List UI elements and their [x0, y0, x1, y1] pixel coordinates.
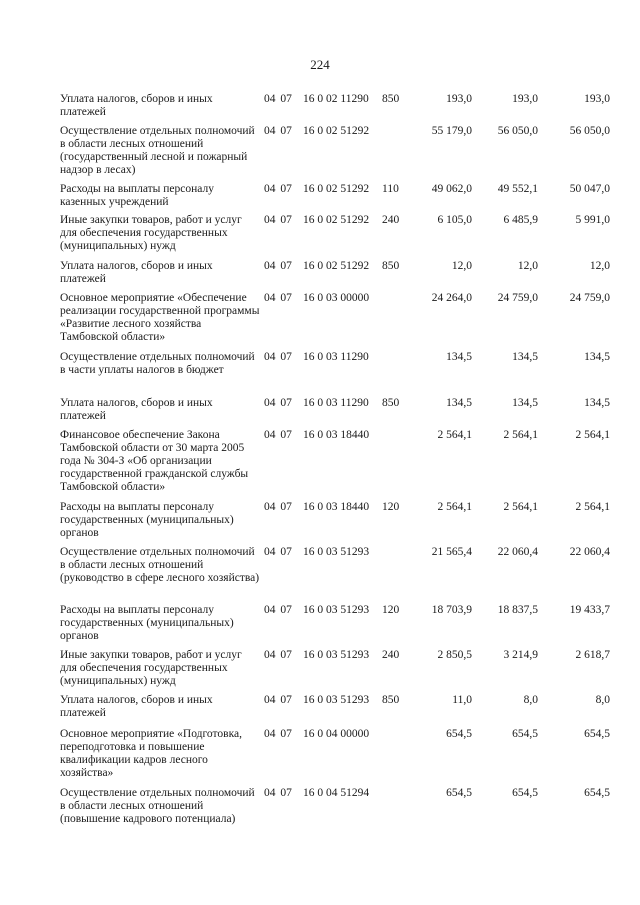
row-description: Осуществление отдельных полномочий в области лесных отношений (государственный лесной и пожарный надзор в лесах)	[60, 125, 255, 176]
row-description: Уплата налогов, сборов и иных платежей	[60, 694, 213, 719]
row-amount-1: 654,5	[446, 728, 472, 740]
row-amount-2: 8,0	[523, 694, 538, 706]
row-description: Иные закупки товаров, работ и услуг для обеспечения государственных (муниципальных) нужд	[60, 649, 242, 687]
row-expense-type: 120	[382, 604, 400, 616]
row-amount-1: 21 565,4	[431, 546, 472, 558]
row-amount-3: 654,5	[584, 728, 610, 740]
row-amount-1: 24 264,0	[431, 292, 472, 304]
row-amount-1: 49 062,0	[431, 183, 472, 195]
row-amount-3: 2 564,1	[575, 429, 610, 441]
row-expense-type: 850	[382, 694, 400, 706]
row-section-code: 04 07	[264, 214, 292, 226]
row-amount-2: 134,5	[512, 397, 538, 409]
row-description: Расходы на выплаты персоналу государственных (муниципальных) органов	[60, 604, 234, 642]
row-section-code: 04 07	[264, 649, 292, 661]
row-amount-2: 18 837,5	[497, 604, 538, 616]
row-description: Иные закупки товаров, работ и услуг для обеспечения государственных (муниципальных) нужд	[60, 214, 242, 252]
row-amount-2: 2 564,1	[503, 501, 538, 513]
row-expense-type: 850	[382, 260, 400, 272]
row-description: Основное мероприятие «Обеспечение реализации государственной программы «Развитие лесного хозяйства Тамбовской области»	[60, 292, 260, 343]
row-section-code: 04 07	[264, 728, 292, 740]
row-target-code: 16 0 03 51293	[303, 694, 370, 706]
row-target-code: 16 0 03 11290	[303, 351, 369, 363]
row-amount-1: 2 850,5	[437, 649, 472, 661]
row-description: Осуществление отдельных полномочий в области лесных отношений (руководство в сфере лесного хозяйства)	[60, 546, 260, 584]
row-amount-3: 5 991,0	[575, 214, 610, 226]
row-amount-2: 22 060,4	[497, 546, 538, 558]
row-target-code: 16 0 03 00000	[303, 292, 370, 304]
row-amount-2: 6 485,9	[503, 214, 538, 226]
row-section-code: 04 07	[264, 397, 292, 409]
row-amount-2: 3 214,9	[503, 649, 538, 661]
row-amount-1: 193,0	[446, 93, 472, 105]
row-expense-type: 240	[382, 214, 400, 226]
row-amount-3: 50 047,0	[569, 183, 610, 195]
row-section-code: 04 07	[264, 260, 292, 272]
row-amount-3: 134,5	[584, 351, 610, 363]
row-amount-1: 12,0	[451, 260, 472, 272]
page-number: 224	[310, 57, 330, 72]
row-description: Уплата налогов, сборов и иных платежей	[60, 93, 213, 118]
row-target-code: 16 0 03 18440	[303, 501, 370, 513]
row-description: Уплата налогов, сборов и иных платежей	[60, 260, 213, 285]
row-target-code: 16 0 02 51292	[303, 214, 370, 226]
row-target-code: 16 0 03 51293	[303, 649, 370, 661]
row-description: Уплата налогов, сборов и иных платежей	[60, 397, 213, 422]
row-amount-3: 2 564,1	[575, 501, 610, 513]
row-amount-3: 19 433,7	[569, 604, 610, 616]
row-expense-type: 850	[382, 397, 400, 409]
row-amount-3: 193,0	[584, 93, 610, 105]
row-amount-3: 56 050,0	[569, 125, 610, 137]
row-amount-1: 134,5	[446, 397, 472, 409]
row-section-code: 04 07	[264, 125, 292, 137]
row-description: Осуществление отдельных полномочий в части уплаты налогов в бюджет	[60, 351, 255, 376]
row-amount-1: 654,5	[446, 787, 472, 799]
row-description: Расходы на выплаты персоналу государственных (муниципальных) органов	[60, 501, 234, 539]
row-amount-2: 2 564,1	[503, 429, 538, 441]
row-amount-3: 8,0	[595, 694, 610, 706]
row-amount-1: 2 564,1	[437, 501, 472, 513]
row-amount-1: 55 179,0	[431, 125, 472, 137]
row-target-code: 16 0 03 18440	[303, 429, 370, 441]
row-target-code: 16 0 03 51293	[303, 546, 370, 558]
row-target-code: 16 0 02 51292	[303, 183, 370, 195]
row-section-code: 04 07	[264, 183, 292, 195]
row-amount-1: 6 105,0	[437, 214, 472, 226]
row-section-code: 04 07	[264, 429, 292, 441]
row-section-code: 04 07	[264, 546, 292, 558]
row-target-code: 16 0 04 51294	[303, 787, 370, 799]
row-amount-1: 11,0	[452, 694, 472, 706]
row-expense-type: 120	[382, 501, 400, 513]
row-amount-2: 12,0	[517, 260, 538, 272]
row-amount-3: 134,5	[584, 397, 610, 409]
row-description: Основное мероприятие «Подготовка, переподготовка и повышение квалификации кадров лесного хозяйства»	[60, 728, 242, 779]
row-target-code: 16 0 02 51292	[303, 260, 370, 272]
row-target-code: 16 0 04 00000	[303, 728, 370, 740]
row-section-code: 04 07	[264, 501, 292, 513]
row-amount-2: 654,5	[512, 787, 538, 799]
row-target-code: 16 0 02 51292	[303, 125, 370, 137]
row-target-code: 16 0 03 51293	[303, 604, 370, 616]
row-section-code: 04 07	[264, 351, 292, 363]
row-section-code: 04 07	[264, 292, 292, 304]
row-amount-1: 2 564,1	[437, 429, 472, 441]
row-section-code: 04 07	[264, 93, 292, 105]
row-expense-type: 110	[382, 183, 399, 195]
row-amount-1: 18 703,9	[431, 604, 472, 616]
row-description: Расходы на выплаты персоналу казенных учреждений	[60, 183, 214, 208]
row-section-code: 04 07	[264, 604, 292, 616]
row-section-code: 04 07	[264, 787, 292, 799]
row-amount-2: 134,5	[512, 351, 538, 363]
row-amount-2: 49 552,1	[497, 183, 538, 195]
row-section-code: 04 07	[264, 694, 292, 706]
row-description: Финансовое обеспечение Закона Тамбовской области от 30 марта 2005 года № 304-З «Об организации государственной гражданской службы Тамбовской области»	[60, 429, 249, 493]
row-amount-3: 654,5	[584, 787, 610, 799]
row-amount-3: 12,0	[589, 260, 610, 272]
row-amount-3: 2 618,7	[575, 649, 610, 661]
row-amount-3: 24 759,0	[569, 292, 610, 304]
row-description: Осуществление отдельных полномочий в области лесных отношений (повышение кадрового потенциала)	[60, 787, 255, 825]
row-amount-2: 56 050,0	[497, 125, 538, 137]
row-expense-type: 240	[382, 649, 400, 661]
row-target-code: 16 0 03 11290	[303, 397, 369, 409]
row-amount-1: 134,5	[446, 351, 472, 363]
row-amount-2: 193,0	[512, 93, 538, 105]
row-amount-3: 22 060,4	[569, 546, 610, 558]
row-expense-type: 850	[382, 93, 400, 105]
row-amount-2: 654,5	[512, 728, 538, 740]
row-amount-2: 24 759,0	[497, 292, 538, 304]
row-target-code: 16 0 02 11290	[303, 93, 369, 105]
